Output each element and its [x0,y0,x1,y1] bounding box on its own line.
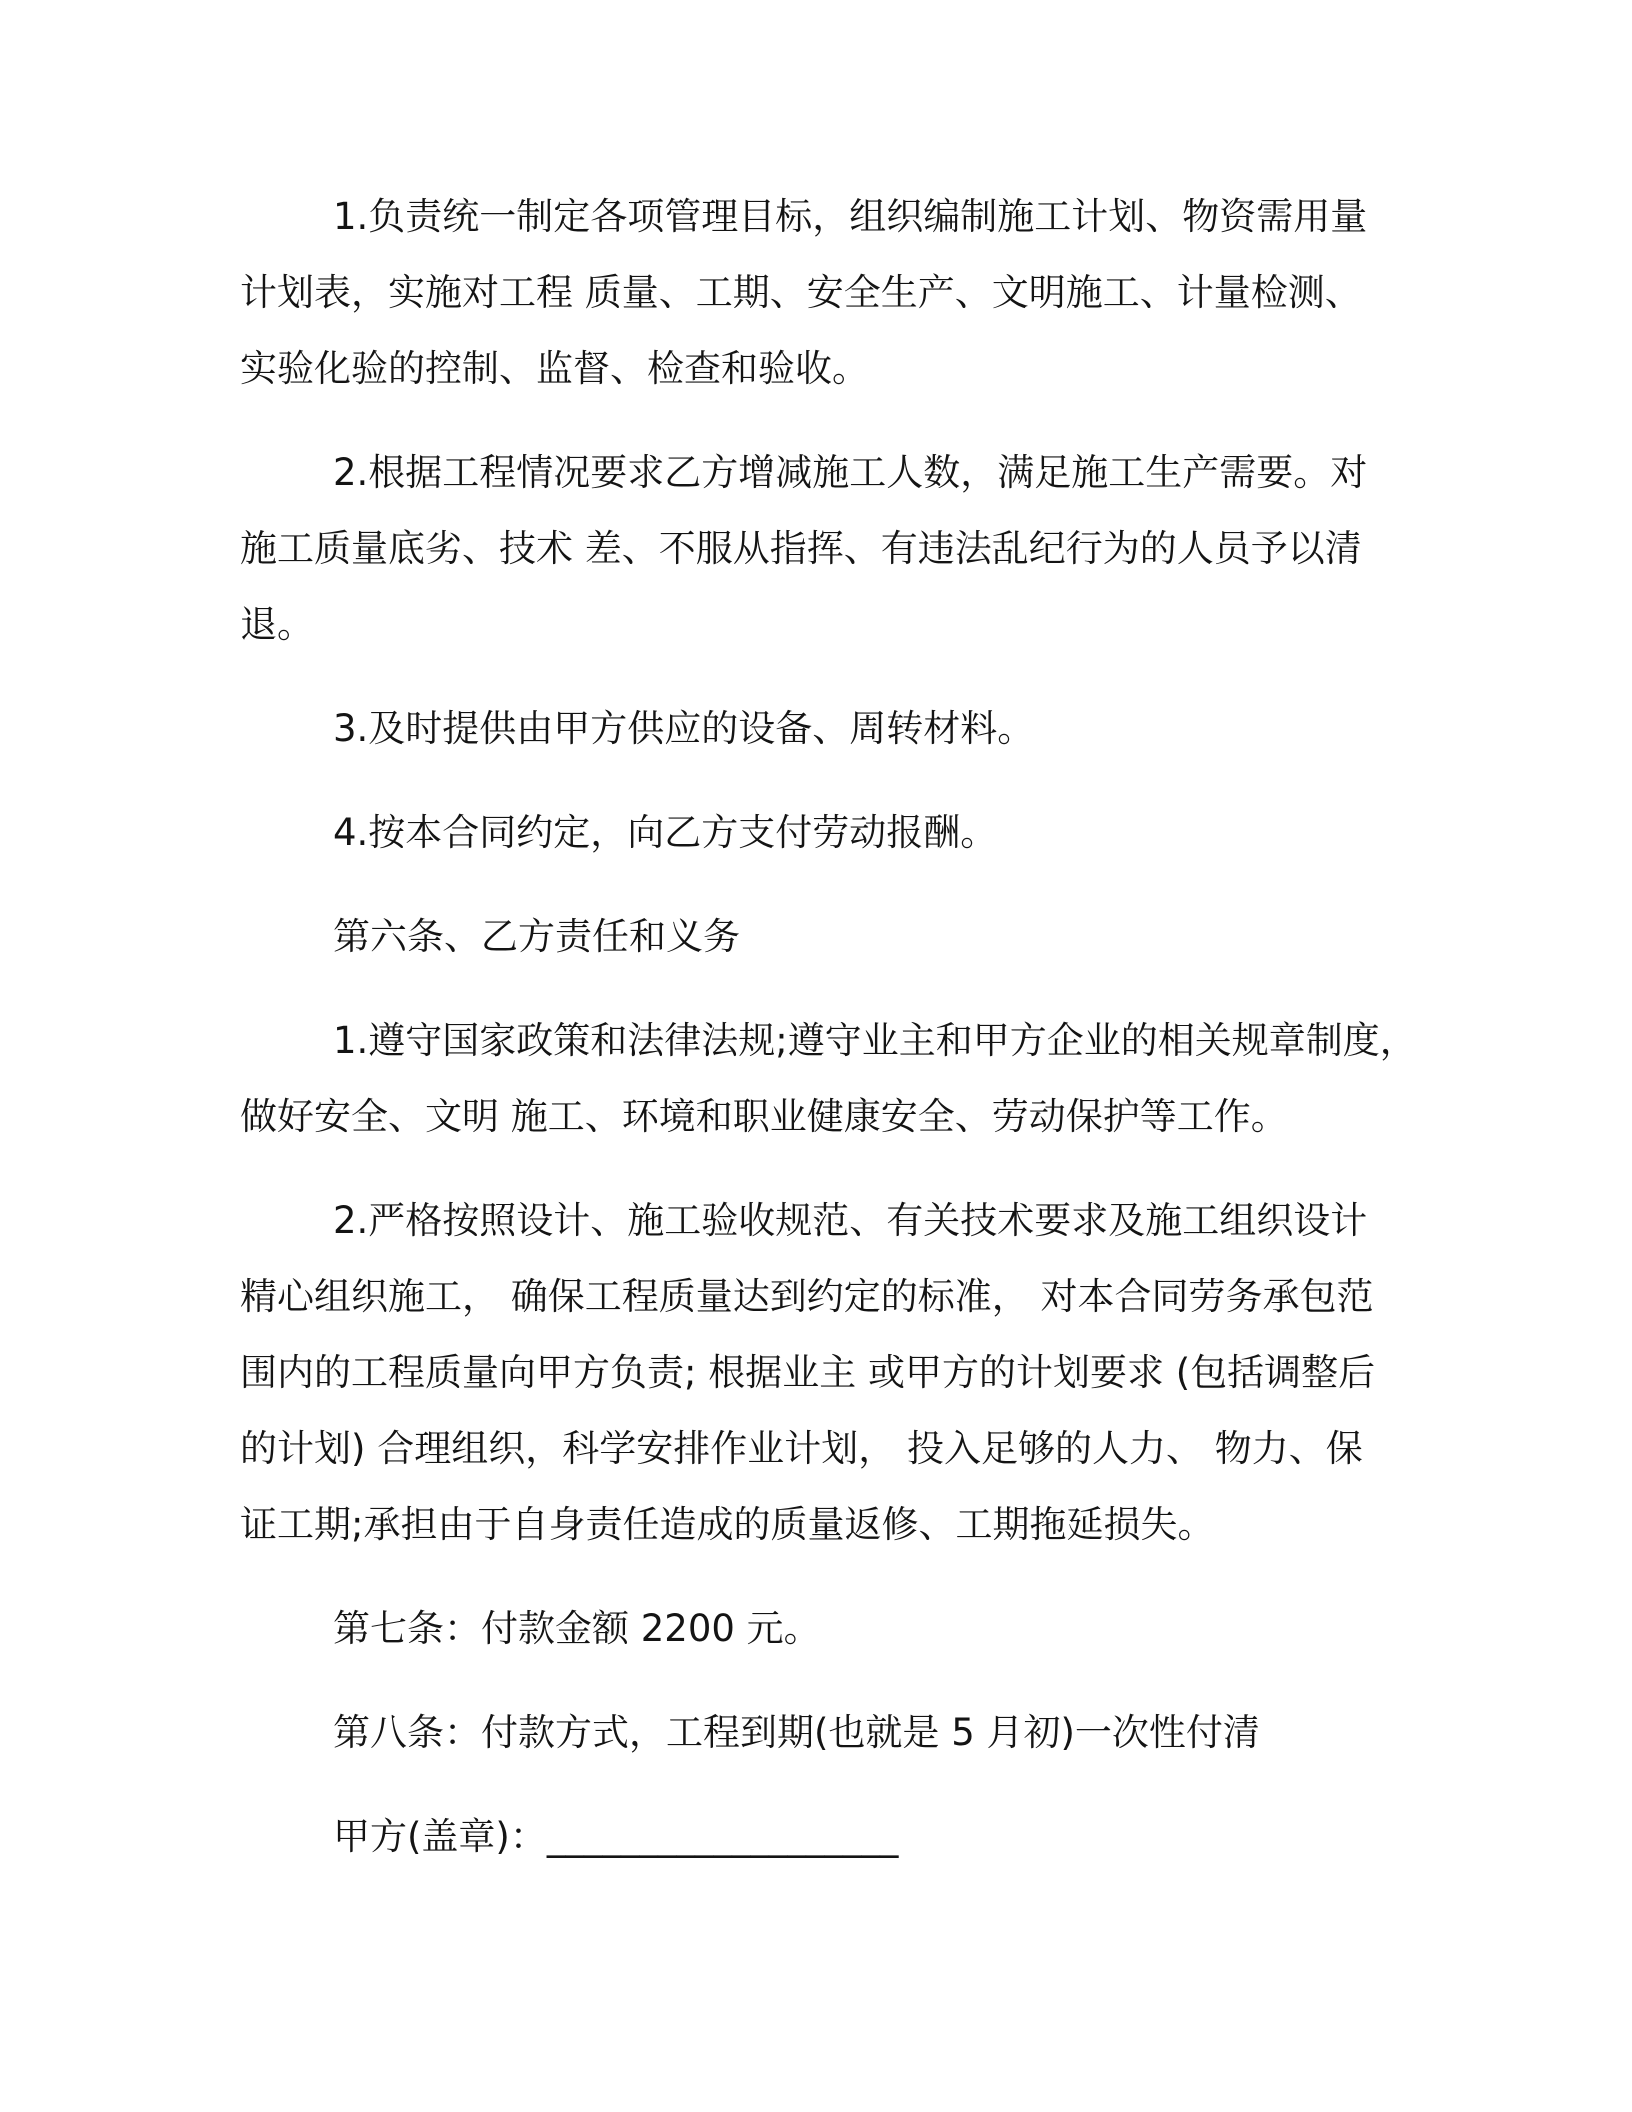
paragraph-line: 1.遵守国家政策和法律法规;遵守业主和甲方企业的相关规章制度， [333,1019,1417,1062]
clause-6-heading [240,899,1632,975]
clause-7-payment-amount [240,1591,1632,1667]
clause-5-item-4 [240,795,1632,871]
paragraph-line: 3.及时提供由甲方供应的设备、周转材料。 [333,707,1035,750]
paragraph-line: 第七条：付款金额 2200 元。 [333,1607,821,1650]
clause-6-item-1 [240,1003,1632,1155]
paragraph-line: 精心组织施工， 确保工程质量达到约定的标准， 对本合同劳务承包范 [240,1275,1374,1318]
paragraph-line: 实验化验的控制、监督、检查和验收。 [240,347,869,390]
paragraph-line: 2.严格按照设计、施工验收规范、有关技术要求及施工组织设计 [333,1199,1368,1242]
paragraph-line: 第八条：付款方式，工程到期(也就是 5 月初)一次性付清 [333,1711,1260,1754]
paragraph-line: 的计划) 合理组织，科学安排作业计划， 投入足够的人力、 物力、保 [240,1427,1363,1470]
paragraph-line: 4.按本合同约定，向乙方支付劳动报酬。 [333,811,998,854]
paragraph-line: 计划表，实施对工程 质量、工期、安全生产、文明施工、计量检测、 [240,271,1362,314]
paragraph-line: 退。 [240,603,314,646]
paragraph-line: 做好安全、文明 施工、环境和职业健康安全、劳动保护等工作。 [240,1095,1288,1138]
paragraph-line: 2.根据工程情况要求乙方增减施工人数，满足施工生产需要。对 [333,451,1368,494]
clause-6-item-2 [240,1183,1632,1563]
section-heading: 第六条、乙方责任和义务 [333,915,740,958]
paragraph-line: 证工期;承担由于自身责任造成的质量返修、工期拖延损失。 [240,1503,1215,1546]
paragraph-line: 围内的工程质量向甲方负责; 根据业主 或甲方的计划要求 (包括调整后 [240,1351,1376,1394]
clause-5-item-3 [240,691,1632,767]
clause-8-payment-method [240,1695,1632,1771]
clause-5-item-1 [240,179,1632,407]
clause-5-item-2 [240,435,1632,663]
party-a-signature [240,1799,1632,1875]
paragraph-line: 1.负责统一制定各项管理目标，组织编制施工计划、物资需用量 [333,195,1368,238]
paragraph-line: 施工质量底劣、技术 差、不服从指挥、有违法乱纪行为的人员予以清 [240,527,1362,570]
signature-line: 甲方(盖章)：___________________ [333,1815,899,1858]
